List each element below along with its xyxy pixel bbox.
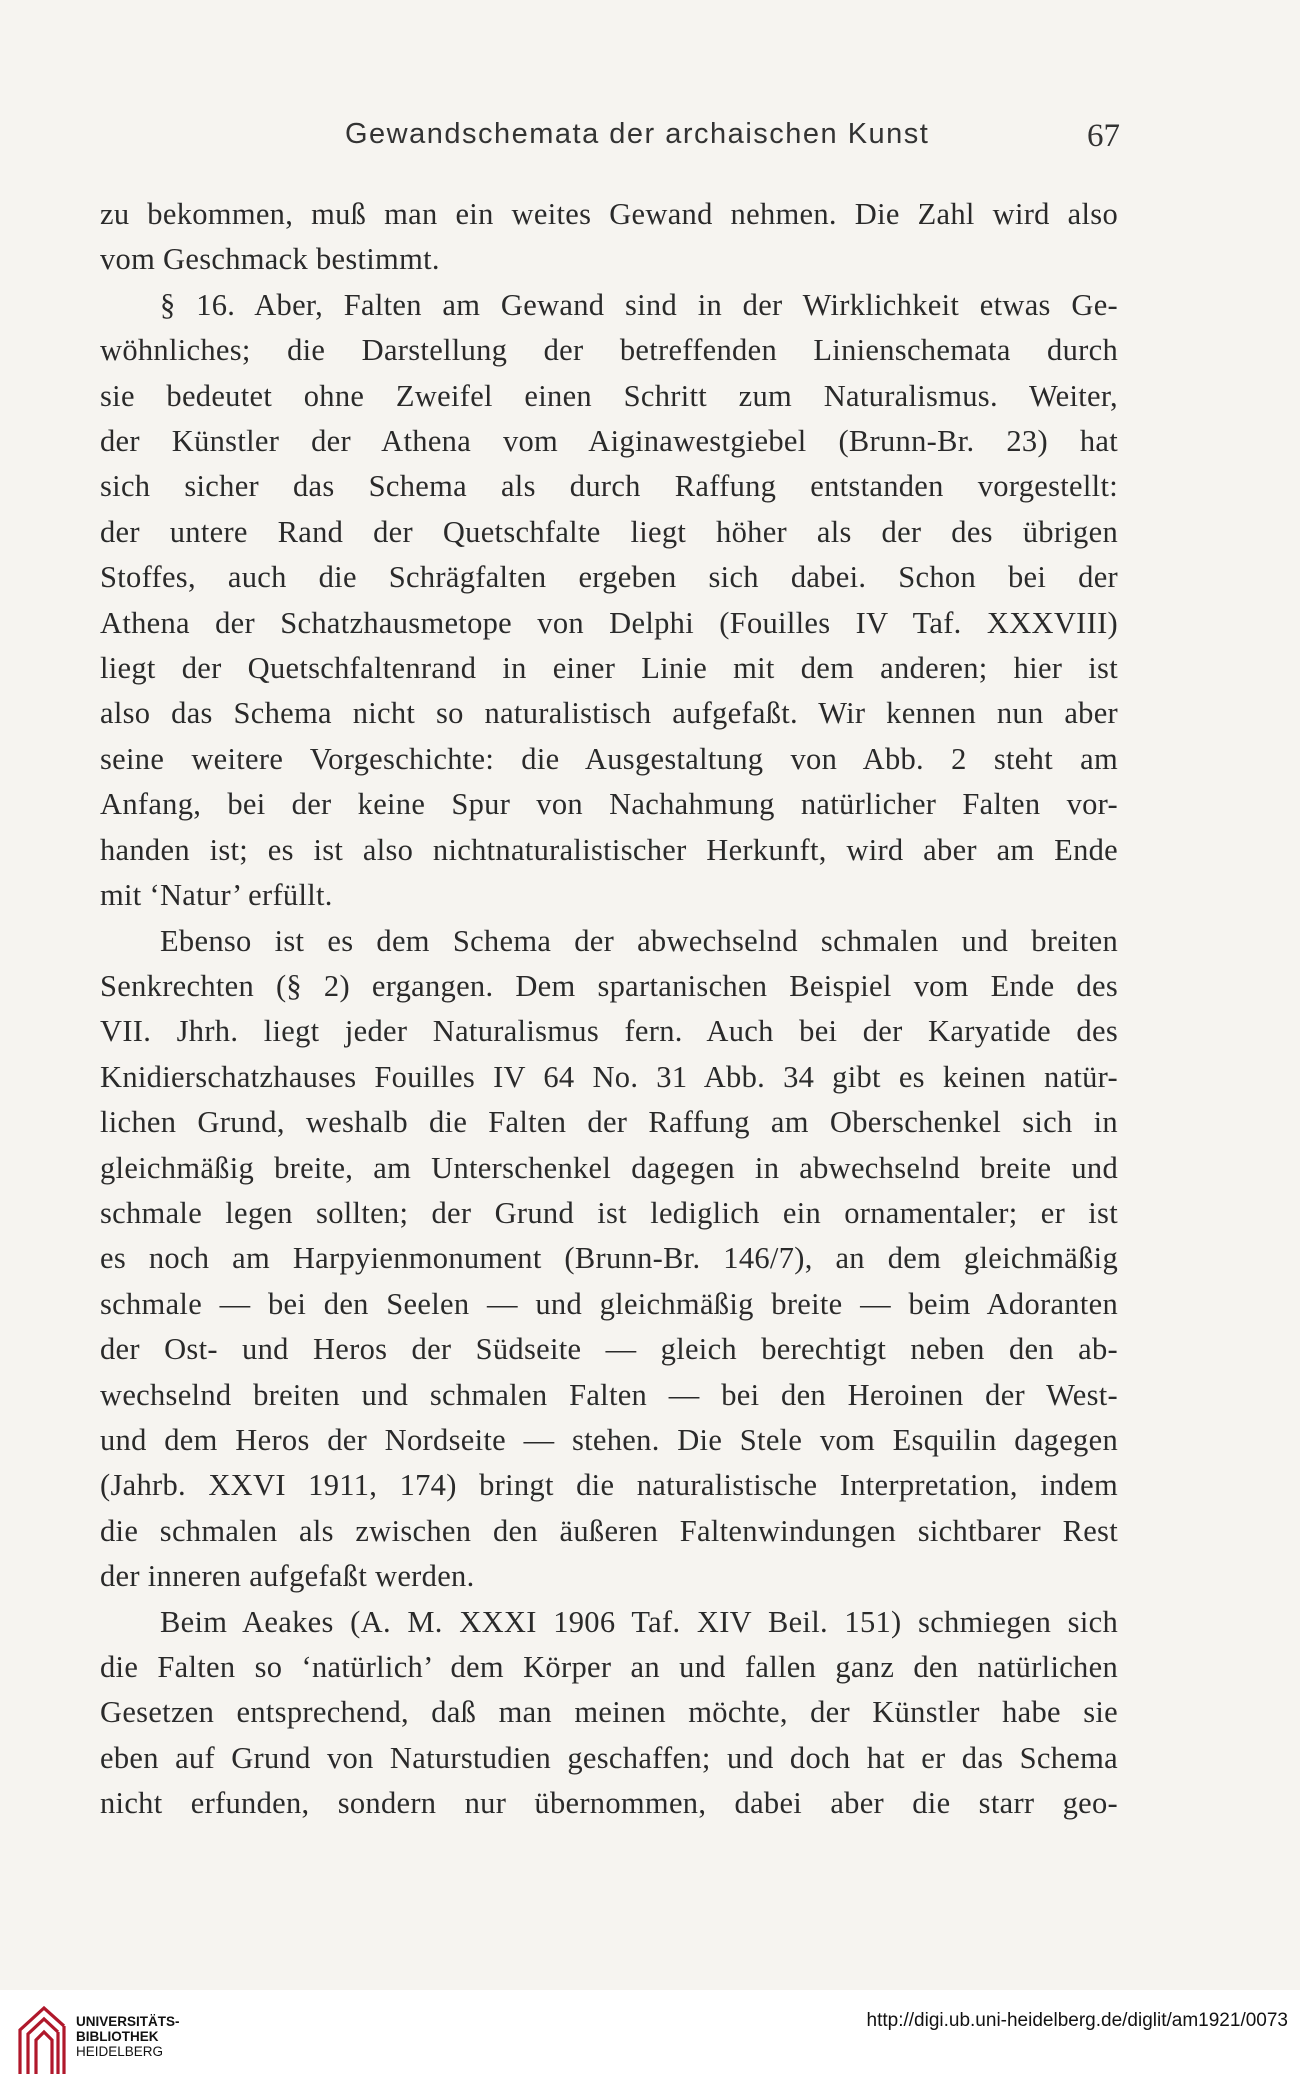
body-text	[100, 192, 1118, 1827]
text-line: seine weitere Vorgeschichte: die Ausgestaltung von Abb. 2 steht am	[100, 741, 1118, 776]
text-line: die schmalen als zwischen den äußeren Faltenwindungen sichtbarer Rest	[100, 1513, 1118, 1548]
text-line: es noch am Harpyienmonument (Brunn-Br. 146/7), an dem gleichmäßig	[100, 1241, 1118, 1276]
library-line-1: UNIVERSITÄTS-	[76, 2014, 180, 2029]
text-line: der Künstler der Athena vom Aiginawestgiebel (Brunn-Br. 23) hat	[100, 424, 1118, 459]
text-line: sie bedeutet ohne Zweifel einen Schritt zum Naturalismus. Weiter,	[100, 378, 1118, 413]
library-line-3: HEIDELBERG	[76, 2044, 164, 2059]
text-line: handen ist; es ist also nichtnaturalistischer Herkunft, wird aber am Ende	[100, 832, 1118, 867]
text-line: also das Schema nicht so naturalistisch aufgefaßt. Wir kennen nun aber	[100, 696, 1118, 731]
text-line: (Jahrb. XXVI 1911, 174) bringt die naturalistische Interpretation, indem	[100, 1468, 1118, 1503]
text-line: VII. Jhrh. liegt jeder Naturalismus fern. Auch bei der Karyatide des	[100, 1014, 1118, 1049]
text-line: schmale legen sollten; der Grund ist lediglich ein ornamentaler; er ist	[100, 1195, 1118, 1230]
running-title: Gewandschemata der archaischen Kunst	[345, 118, 930, 150]
text-line: die Falten so ‘natürlich’ dem Körper an und fallen ganz den natürlichen	[100, 1650, 1118, 1684]
digitization-footer	[0, 1990, 1300, 2096]
text-line: Anfang, bei der keine Spur von Nachahmung natürlicher Falten vor-	[100, 787, 1118, 822]
text-line: nicht erfunden, sondern nur übernommen, dabei aber die starr geo-	[100, 1786, 1118, 1821]
text-line: Senkrechten (§ 2) ergangen. Dem spartanischen Beispiel vom Ende des	[100, 968, 1118, 1003]
library-line-2: BIBLIOTHEK	[76, 2029, 159, 2044]
text-line: Gesetzen entsprechend, daß man meinen möchte, der Künstler habe sie	[100, 1695, 1118, 1730]
text-line: vom Geschmack bestimmt.	[100, 242, 440, 277]
source-url-link[interactable]: http://digi.ub.uni-heidelberg.de/diglit/am1921/0073	[866, 2010, 1288, 2031]
text-line: gleichmäßig breite, am Unterschenkel dagegen in abwechselnd breite und	[100, 1150, 1118, 1185]
text-line: wechselnd breiten und schmalen Falten — bei den Heroinen der West-	[100, 1377, 1118, 1412]
heidelberg-library-logo-icon	[14, 2000, 70, 2080]
text-line: lichen Grund, weshalb die Falten der Raffung am Oberschenkel sich in	[100, 1105, 1118, 1140]
text-line: schmale — bei den Seelen — und gleichmäßig breite — beim Adoranten	[100, 1286, 1118, 1321]
library-name	[76, 2014, 180, 2059]
page-header	[100, 118, 1120, 158]
text-line: liegt der Quetschfaltenrand in einer Linie mit dem anderen; hier ist	[100, 651, 1118, 686]
text-line: Stoffes, auch die Schrägfalten ergeben sich dabei. Schon bei der	[100, 560, 1118, 595]
text-line: Ebenso ist es dem Schema der abwechselnd schmalen und breiten	[160, 923, 1118, 958]
text-line: mit ‘Natur’ erfüllt.	[100, 878, 333, 913]
text-line: wöhnliches; die Darstellung der betreffenden Linienschemata durch	[100, 333, 1118, 368]
text-line: Knidierschatzhauses Fouilles IV 64 No. 31 Abb. 34 gibt es keinen natür-	[100, 1059, 1118, 1094]
text-line: § 16. Aber, Falten am Gewand sind in der Wirklichkeit etwas Ge-	[160, 287, 1118, 322]
text-line: zu bekommen, muß man ein weites Gewand nehmen. Die Zahl wird also	[100, 197, 1118, 231]
text-line: Athena der Schatzhausmetope von Delphi (Fouilles IV Taf. XXXVIII)	[100, 605, 1118, 640]
page-number: 67	[1087, 118, 1120, 154]
text-line: Beim Aeakes (A. M. XXXI 1906 Taf. XIV Beil. 151) schmiegen sich	[160, 1604, 1118, 1639]
text-line: sich sicher das Schema als durch Raffung entstanden vorgestellt:	[100, 469, 1118, 504]
text-line: der untere Rand der Quetschfalte liegt höher als der des übrigen	[100, 514, 1118, 549]
text-line: und dem Heros der Nordseite — stehen. Die Stele vom Esquilin dagegen	[100, 1422, 1118, 1457]
text-line: der inneren aufgefaßt werden.	[100, 1559, 475, 1594]
text-line: eben auf Grund von Naturstudien geschaffen; und doch hat er das Schema	[100, 1740, 1118, 1775]
text-line: der Ost- und Heros der Südseite — gleich berechtigt neben den ab-	[100, 1332, 1118, 1367]
